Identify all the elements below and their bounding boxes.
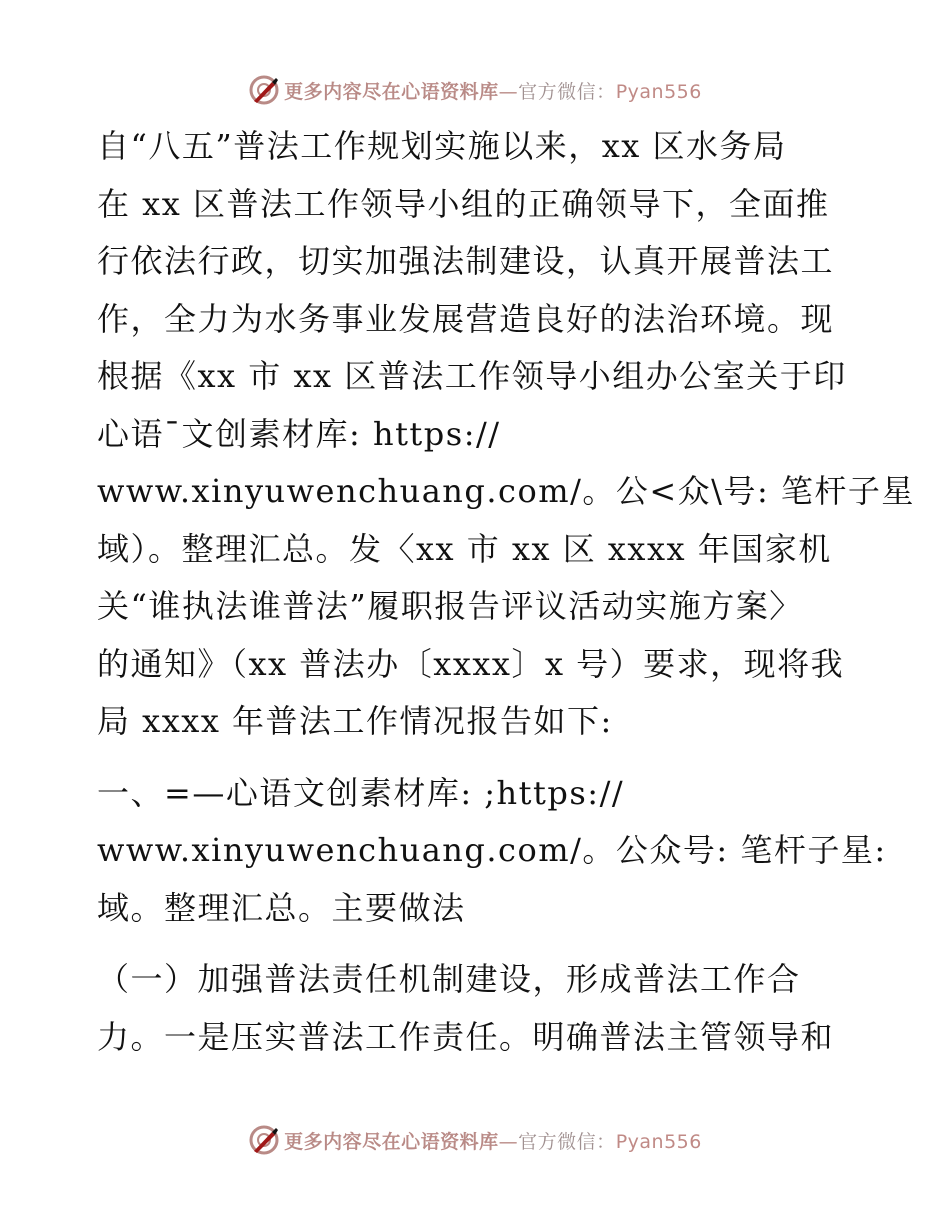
paragraph-line: 在 xx 区普法工作领导小组的正确领导下，全面推 bbox=[97, 184, 830, 223]
paragraph-line: 域）。整理汇总。发〈xx 市 xx 区 xxxx 年国家机 bbox=[97, 529, 832, 568]
subsection-line: （一）加强普法责任机制建设，形成普法工作合 bbox=[97, 960, 801, 998]
paragraph-line: 关“谁执法谁普法”履职报告评议活动实施方案〉 bbox=[97, 587, 803, 625]
paragraph-line: 自“八五”普法工作规划实施以来，xx 区水务局 bbox=[97, 127, 787, 165]
pen-logo-icon bbox=[248, 1124, 280, 1156]
paragraph-line: 心语¯文创素材库: https:// bbox=[97, 414, 501, 453]
paragraph-line: www.xinyuwenchuang.com/。公众号: 笔杆子星: bbox=[97, 831, 887, 869]
paragraph-line: 行依法行政，切实加强法制建设，认真开展普法工 bbox=[97, 242, 835, 280]
banner-text: 更多内容尽在心语资料库—官方微信：Pyan556 bbox=[284, 80, 702, 103]
paragraph-line: 力。一是压实普法工作责任。明确普法主管领导和 bbox=[97, 1017, 835, 1056]
paragraph-line: 域。整理汇总。主要做法 bbox=[97, 888, 466, 927]
paragraph-line: 局 xxxx 年普法工作情况报告如下: bbox=[97, 702, 613, 740]
paragraph-line: www.xinyuwenchuang.com/。公<众\号: 笔杆子星 bbox=[97, 472, 915, 510]
document-body bbox=[97, 118, 915, 1066]
footer-banner bbox=[0, 1120, 950, 1160]
paragraph-line: 的通知》（xx 普法办〔xxxx〕x 号）要求，现将我 bbox=[97, 644, 845, 683]
paragraph-line: 根据《xx 市 xx 区普法工作领导小组办公室关于印 bbox=[97, 357, 847, 395]
section-heading-line: 一、=—心语文创素材库: ;https:// bbox=[97, 773, 625, 812]
paragraph-line: 作，全力为水务事业发展营造良好的法治环境。现 bbox=[97, 299, 835, 338]
pen-logo-icon bbox=[248, 74, 280, 106]
header-banner bbox=[0, 70, 950, 110]
banner-text: 更多内容尽在心语资料库—官方微信：Pyan556 bbox=[284, 1130, 702, 1153]
